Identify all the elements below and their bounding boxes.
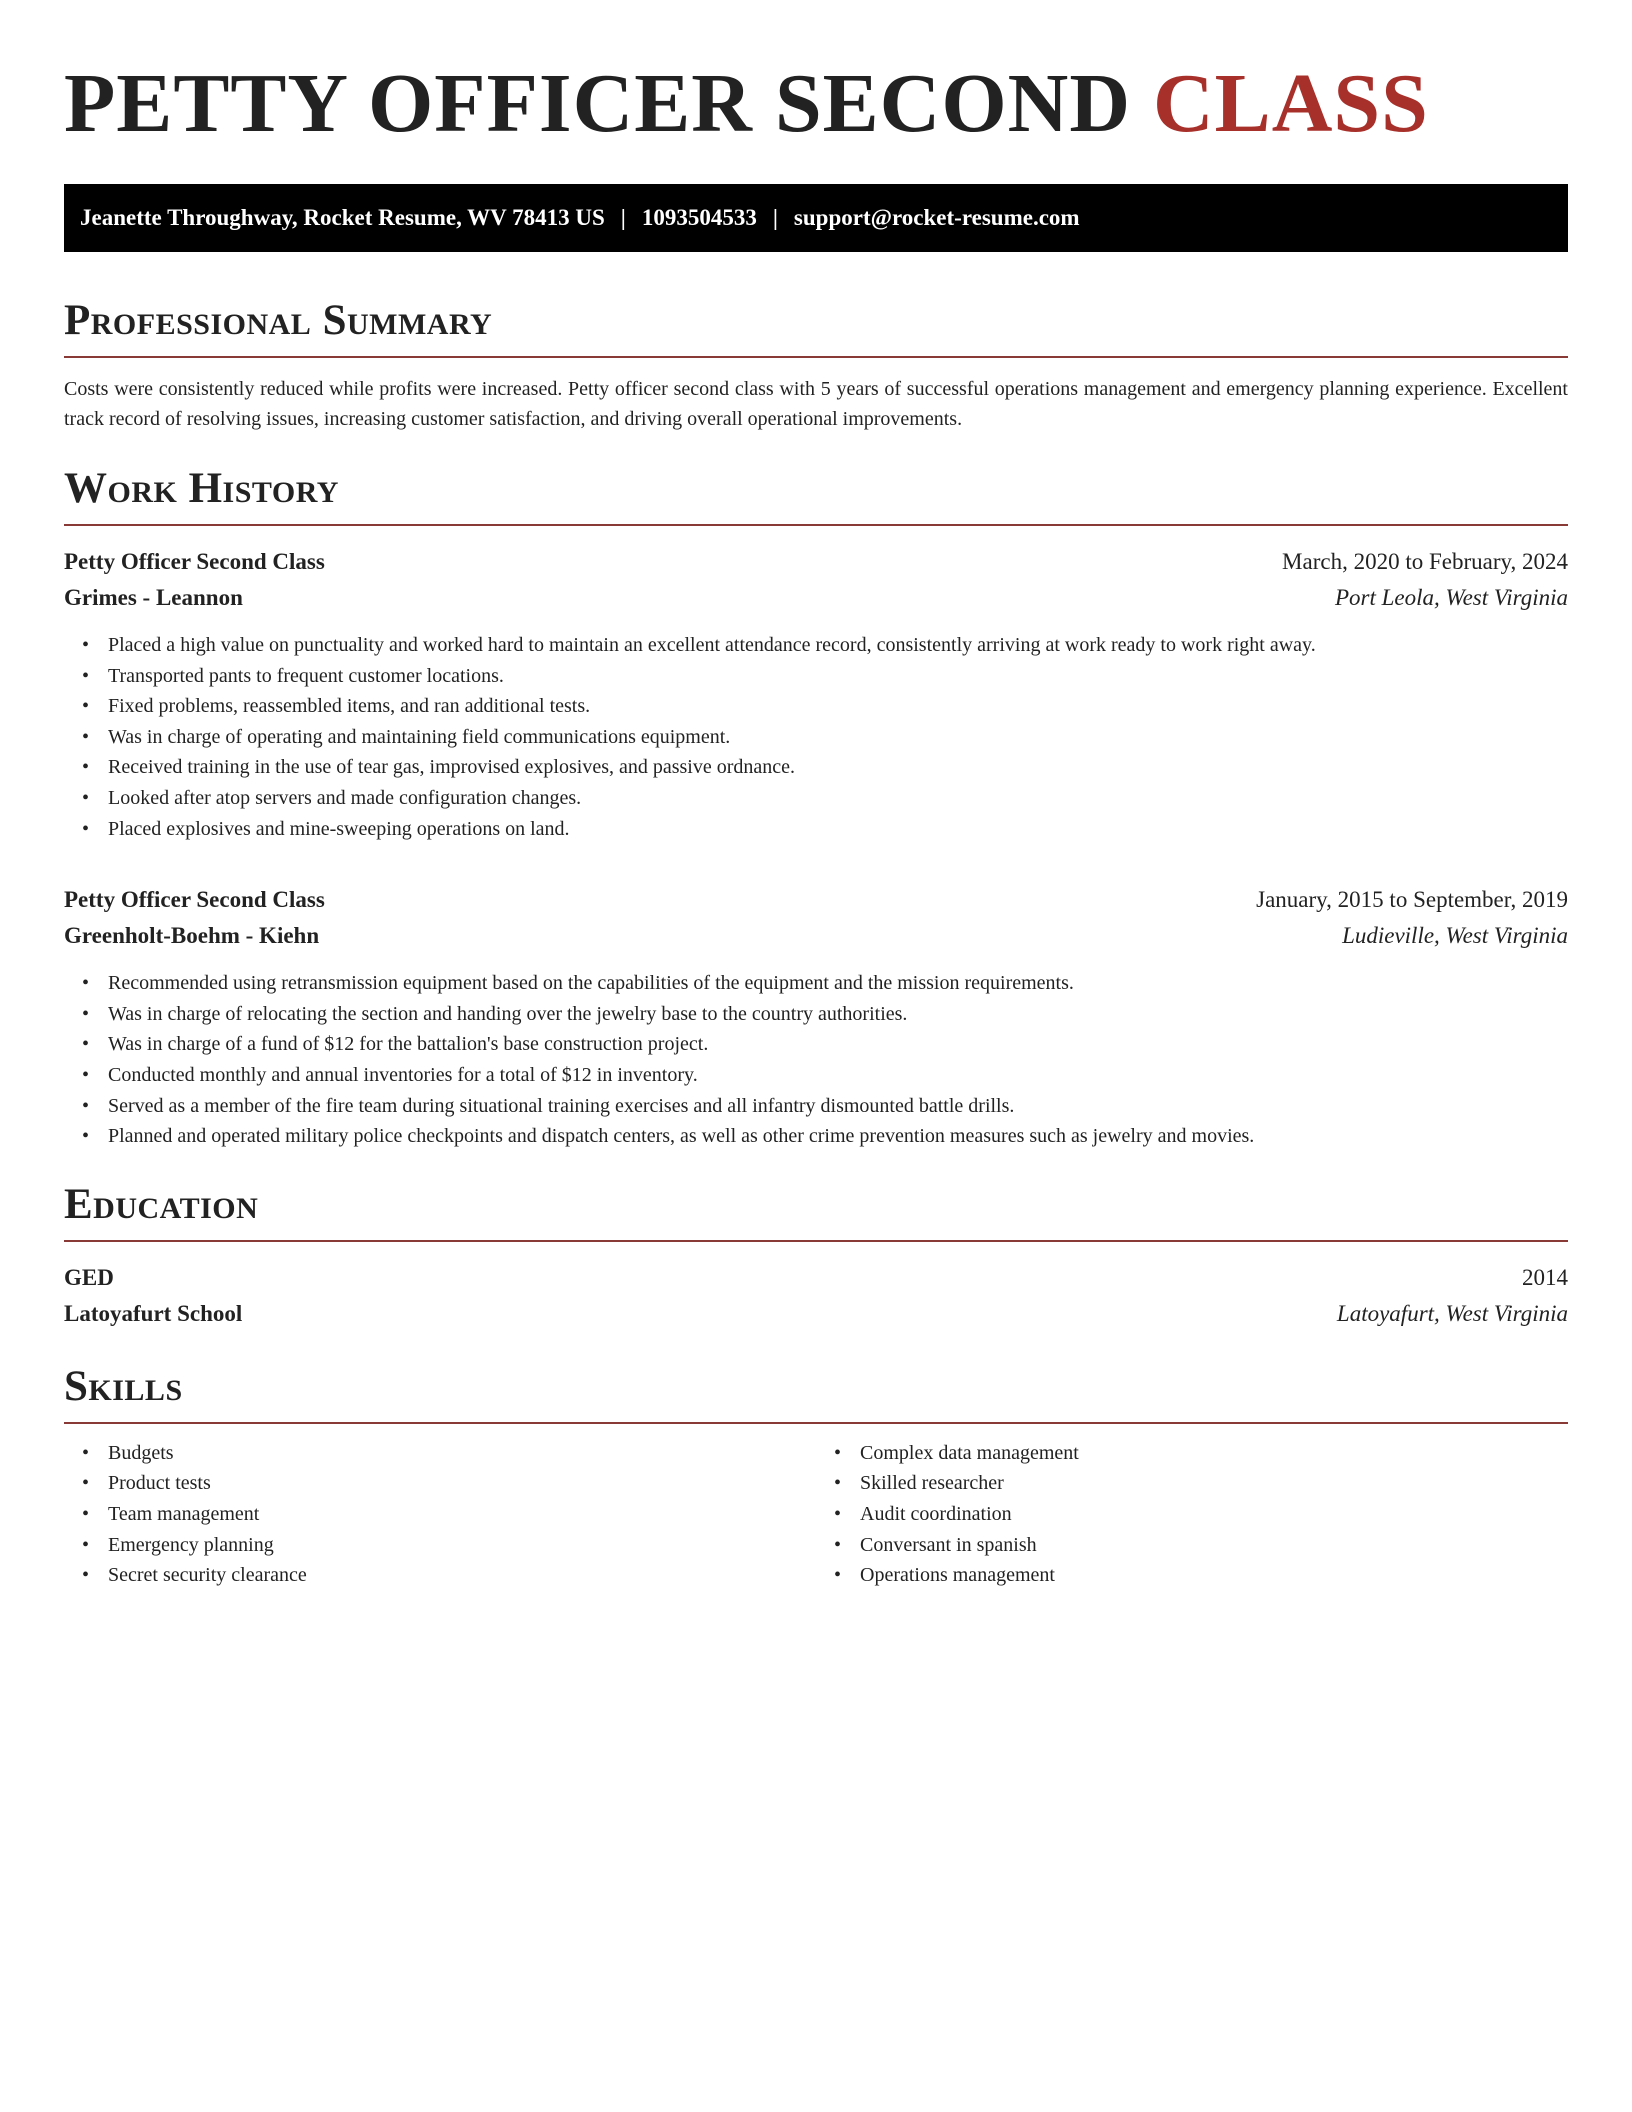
section-heading-skills: Skills: [64, 1362, 1568, 1424]
section-heading-work-history: Work History: [64, 464, 1568, 526]
list-item: • Was in charge of a fund of $12 for the battalion's base construction project.: [108, 1029, 1568, 1060]
list-item: • Was in charge of relocating the section and handing over the jewelry base to the country authorities.: [108, 999, 1568, 1030]
job-duties-list: [64, 968, 1568, 1152]
job-company: Greenholt-Boehm - Kiehn: [64, 923, 320, 949]
education-degree: GED: [64, 1264, 114, 1290]
education-header-row: [64, 1260, 1568, 1296]
job-title: Petty Officer Second Class: [64, 549, 325, 574]
list-item: • Placed explosives and mine-sweeping operations on land.: [108, 814, 1568, 845]
job-company-row: [64, 580, 1568, 616]
job-dates: March, 2020 to February, 2024: [1282, 549, 1568, 574]
list-item: • Looked after atop servers and made configuration changes.: [108, 783, 1568, 814]
job-header-row: [64, 544, 1568, 580]
list-item: • Was in charge of operating and maintaining field communications equipment.: [108, 722, 1568, 753]
list-item: • Transported pants to frequent customer locations.: [108, 661, 1568, 692]
contact-bar: [64, 184, 1568, 252]
list-item: • Fixed problems, reassembled items, and ran additional tests.: [108, 691, 1568, 722]
education-location: Latoyafurt, West Virginia: [1336, 1300, 1568, 1326]
skills-list: [816, 1438, 1568, 1591]
list-item: • Budgets: [108, 1438, 816, 1469]
education-section: [64, 1180, 1568, 1332]
list-item: • Team management: [108, 1499, 816, 1530]
resume-title-accent: CLASS: [1153, 57, 1429, 150]
job-duties-list: [64, 630, 1568, 844]
list-item: • Served as a member of the fire team during situational training exercises and all infantry dismounted battle drills.: [108, 1091, 1568, 1122]
job-entry: [64, 882, 1568, 1152]
job-header-row: [64, 882, 1568, 918]
section-heading-summary: Professional Summary: [64, 296, 1568, 358]
list-item: • Complex data management: [860, 1438, 1568, 1469]
list-item: • Conversant in spanish: [860, 1530, 1568, 1561]
professional-summary-section: [64, 296, 1568, 434]
job-dates: January, 2015 to September, 2019: [1256, 887, 1568, 913]
list-item: • Recommended using retransmission equipment based on the capabilities of the equipment and the mission requirements.: [108, 968, 1568, 999]
contact-email: support@rocket-resume.com: [793, 205, 1080, 230]
job-entry: [64, 544, 1568, 844]
education-year: 2014: [1522, 1264, 1568, 1290]
section-heading-education: Education: [64, 1180, 1568, 1242]
list-item: • Emergency planning: [108, 1530, 816, 1561]
job-title: Petty Officer Second Class: [64, 887, 325, 913]
list-item: • Conducted monthly and annual inventories for a total of $12 in inventory.: [108, 1060, 1568, 1091]
contact-separator: |: [620, 205, 626, 230]
list-item: • Operations management: [860, 1560, 1568, 1591]
resume-title: [64, 56, 1568, 152]
education-school-row: [64, 1296, 1568, 1332]
contact-address: Jeanette Throughway, Rocket Resume, WV 78413 US: [80, 205, 605, 230]
education-school: Latoyafurt School: [64, 1300, 243, 1326]
summary-text: Costs were consistently reduced while profits were increased. Petty officer second class with 5 years of successful operations management and emergency planning experience. Excellent track record of resolving issues, increasing customer satisfaction, and driving overall operational improvements.: [64, 378, 1568, 430]
contact-separator: |: [772, 205, 778, 230]
contact-phone: 1093504533: [641, 205, 757, 230]
skills-column-right: [816, 1438, 1568, 1591]
work-history-section: [64, 464, 1568, 1152]
resume-title-main: PETTY OFFICER SECOND: [64, 57, 1154, 150]
skills-section: [64, 1362, 1568, 1591]
list-item: • Product tests: [108, 1468, 816, 1499]
list-item: • Received training in the use of tear gas, improvised explosives, and passive ordnance.: [108, 752, 1568, 783]
skills-column-left: [64, 1438, 816, 1591]
skills-list: [64, 1438, 816, 1591]
list-item: • Planned and operated military police checkpoints and dispatch centers, as well as other crime prevention measures such as jewelry and movies.: [108, 1121, 1568, 1152]
list-item: • Placed a high value on punctuality and worked hard to maintain an excellent attendance record, consistently arriving at work ready to work right away.: [108, 630, 1568, 661]
job-company-row: [64, 918, 1568, 954]
job-company: Grimes - Leannon: [64, 585, 243, 610]
education-entry: [64, 1260, 1568, 1332]
job-location: Ludieville, West Virginia: [1342, 923, 1568, 949]
list-item: • Skilled researcher: [860, 1468, 1568, 1499]
list-item: • Audit coordination: [860, 1499, 1568, 1530]
skills-grid: [64, 1438, 1568, 1591]
job-location: Port Leola, West Virginia: [1335, 585, 1568, 610]
list-item: • Secret security clearance: [108, 1560, 816, 1591]
